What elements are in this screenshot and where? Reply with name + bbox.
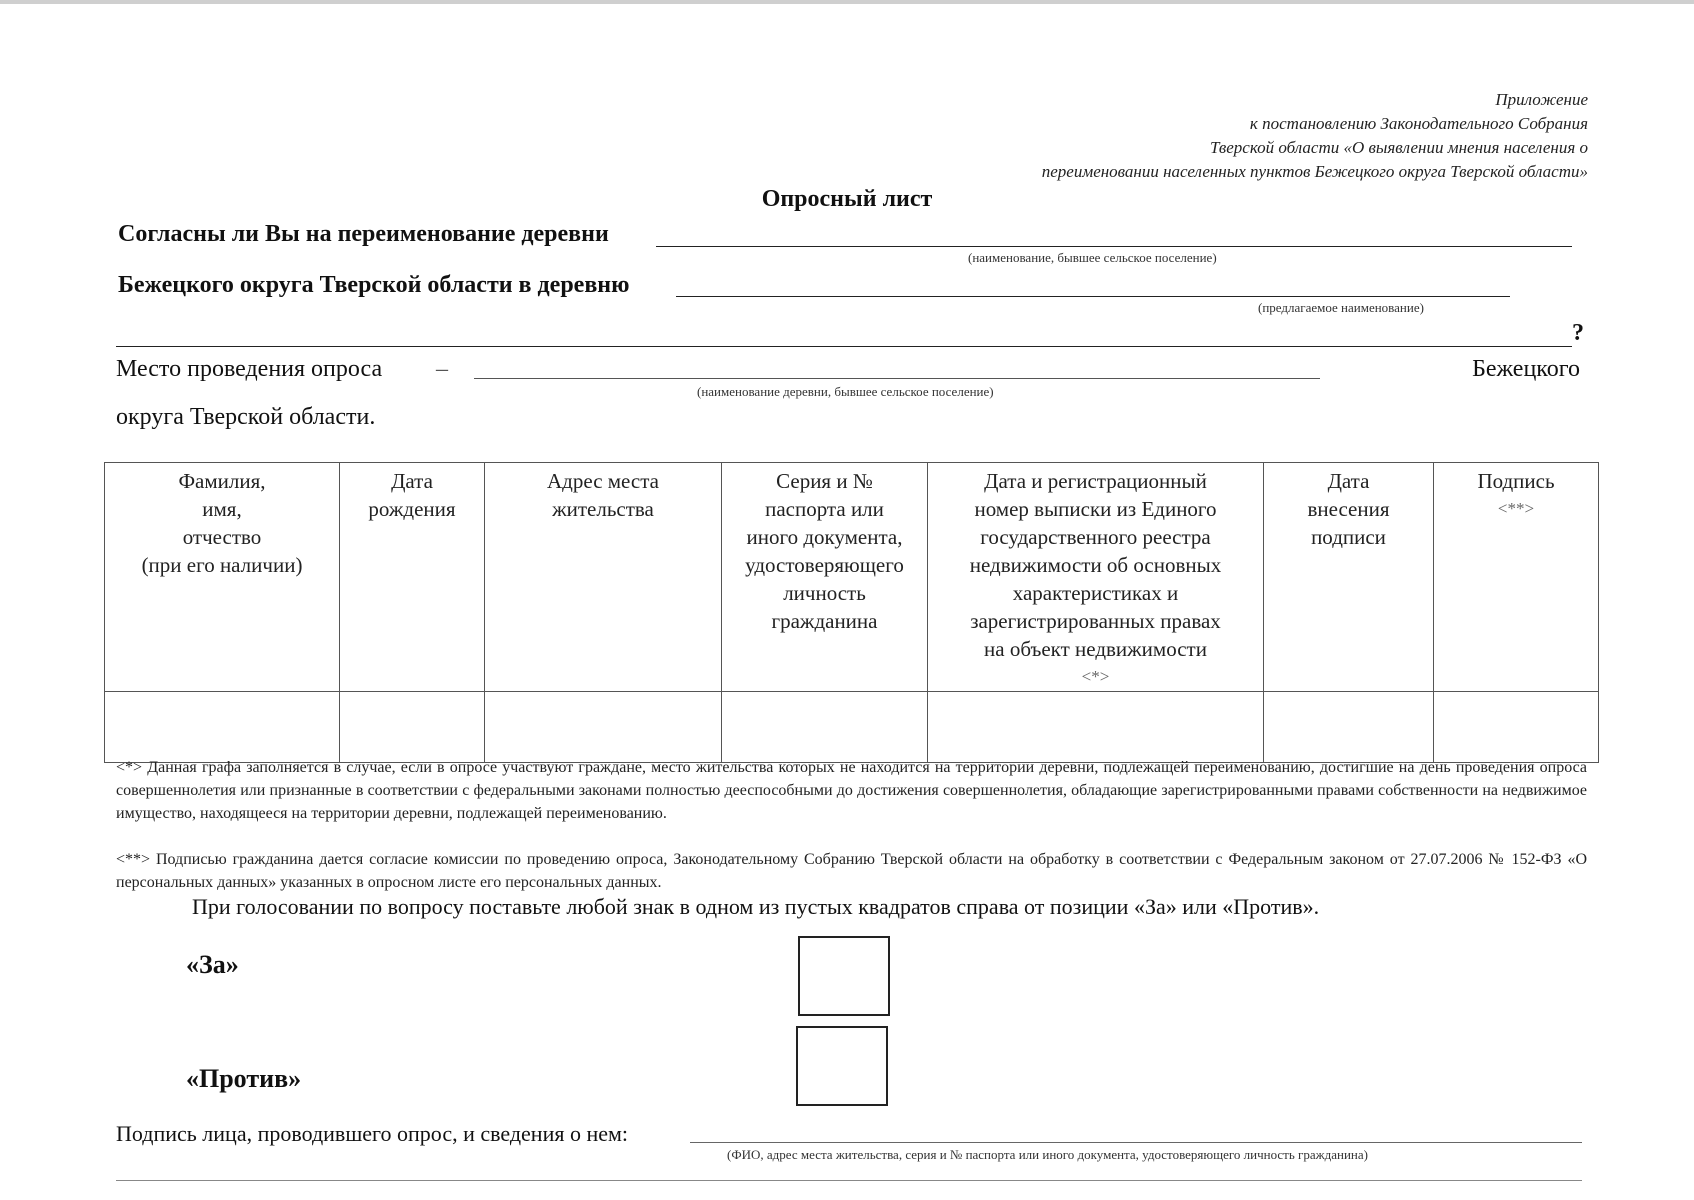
header-line: Подпись	[1477, 469, 1555, 493]
cell-signature[interactable]	[1434, 692, 1599, 763]
header-line: номер выписки из Единого	[974, 497, 1217, 521]
surveyor-signature-label: Подпись лица, проводившего опрос, и сведения о нем:	[116, 1121, 629, 1146]
question-mark: ?	[1572, 320, 1584, 346]
header-line: государственного реестра	[980, 525, 1211, 549]
header-passport	[722, 463, 928, 692]
cell-signature-date[interactable]	[1264, 692, 1434, 763]
header-address	[485, 463, 722, 692]
header-line: подписи	[1311, 525, 1386, 549]
header-line: Адрес места	[547, 469, 659, 493]
header-signature-date	[1264, 463, 1434, 692]
cell-full-name[interactable]	[105, 692, 340, 763]
header-line: личность	[783, 581, 866, 605]
header-line: Дата	[1327, 469, 1370, 493]
appendix-line-1: Приложение	[1495, 90, 1588, 109]
cell-address[interactable]	[485, 692, 722, 763]
header-line: зарегистрированных правах	[970, 609, 1221, 633]
header-line: иного документа,	[746, 525, 903, 549]
surveyor-signature-hint: (ФИО, адрес места жительства, серия и № паспорта или иного документа, удостоверяющего личность гражданина)	[727, 1147, 1368, 1162]
place-region-word: Бежецкого	[1472, 356, 1580, 382]
header-full-name	[105, 463, 340, 692]
header-line: рождения	[368, 497, 456, 521]
appendix-header	[888, 88, 1588, 184]
header-line: внесения	[1307, 497, 1390, 521]
table-row	[105, 692, 1599, 763]
header-birth-date	[340, 463, 485, 692]
question-line-2: Бежецкого округа Тверской области в деревню	[118, 272, 630, 298]
proposed-name-field[interactable]	[676, 296, 1510, 297]
survey-table	[104, 462, 1599, 763]
cell-passport[interactable]	[722, 692, 928, 763]
header-line: (при его наличии)	[141, 553, 303, 577]
document-title: Опросный лист	[761, 186, 933, 212]
place-field[interactable]	[474, 378, 1320, 379]
vote-against-checkbox[interactable]	[796, 1026, 888, 1106]
surveyor-signature-field[interactable]	[690, 1142, 1582, 1143]
appendix-line-2: к постановлению Законодательного Собрания	[1249, 114, 1588, 133]
village-name-field[interactable]	[656, 246, 1572, 247]
proposed-name-hint: (предлагаемое наименование)	[1258, 300, 1424, 315]
header-line: жительства	[552, 497, 654, 521]
header-line: отчество	[182, 525, 262, 549]
village-name-hint: (наименование, бывшее сельское поселение)	[968, 250, 1217, 265]
place-label: Место проведения опроса	[116, 356, 383, 382]
appendix-line-4: переименовании населенных пунктов Бежецкого округа Тверской области»	[1041, 162, 1588, 181]
vote-against-label: «Против»	[186, 1064, 302, 1093]
cell-birth-date[interactable]	[340, 692, 485, 763]
scan-top-edge	[0, 0, 1694, 4]
place-hint: (наименование деревни, бывшее сельское поселение)	[697, 384, 994, 399]
header-line: Фамилия,	[178, 469, 266, 493]
header-line: удостоверяющего	[745, 553, 904, 577]
header-note-marker: <*>	[1081, 667, 1110, 686]
header-note-marker: <**>	[1497, 499, 1535, 518]
header-line: гражданина	[771, 609, 878, 633]
vote-for-label: «За»	[186, 950, 239, 979]
vote-instruction: При голосовании по вопросу поставьте любой знак в одном из пустых квадратов справа от позиции «За» или «Против».	[192, 894, 1320, 919]
vote-for-checkbox[interactable]	[798, 936, 890, 1016]
footnote-1: <*> Данная графа заполняется в случае, если в опросе участвуют граждане, место жительства которых не находится на территории деревни, подлежащей переименованию, достигшие на день проведения опроса совершеннолетия или признанные в соответствии с федеральными законами полностью дееспособными до достижения совершеннолетия, обладающие зарегистрированными правами собственности на недвижимое имущество, находящееся на территории деревни, подлежащей переименованию.	[116, 759, 1587, 822]
header-line: Дата	[391, 469, 433, 493]
header-line: на объект недвижимости	[984, 637, 1207, 661]
header-line: имя,	[202, 497, 242, 521]
header-line: характеристиках и	[1012, 581, 1179, 605]
table-header-row	[105, 463, 1599, 692]
header-line: паспорта или	[765, 497, 884, 521]
cell-registry-extract[interactable]	[928, 692, 1264, 763]
place-line-2: округа Тверской области.	[116, 404, 376, 430]
surveyor-details-field[interactable]	[116, 1180, 1582, 1181]
header-signature	[1434, 463, 1599, 692]
question-continuation-field[interactable]	[116, 346, 1572, 347]
footnote-2: <**> Подписью гражданина дается согласие комиссии по проведению опроса, Законодательному Собранию Тверской области на обработку в соответствии с Федеральным законом от 27.07.2006 № 152-ФЗ «О персональных данных» указанных в опросном листе его персональных данных.	[116, 851, 1587, 891]
question-line-1: Согласны ли Вы на переименование деревни	[118, 221, 609, 247]
place-dash: –	[436, 356, 448, 382]
header-registry-extract	[928, 463, 1264, 692]
appendix-line-3: Тверской области «О выявлении мнения населения о	[1210, 138, 1588, 157]
header-line: Дата и регистрационный	[984, 469, 1207, 493]
header-line: Серия и №	[776, 469, 873, 493]
header-line: недвижимости об основных	[969, 553, 1222, 577]
